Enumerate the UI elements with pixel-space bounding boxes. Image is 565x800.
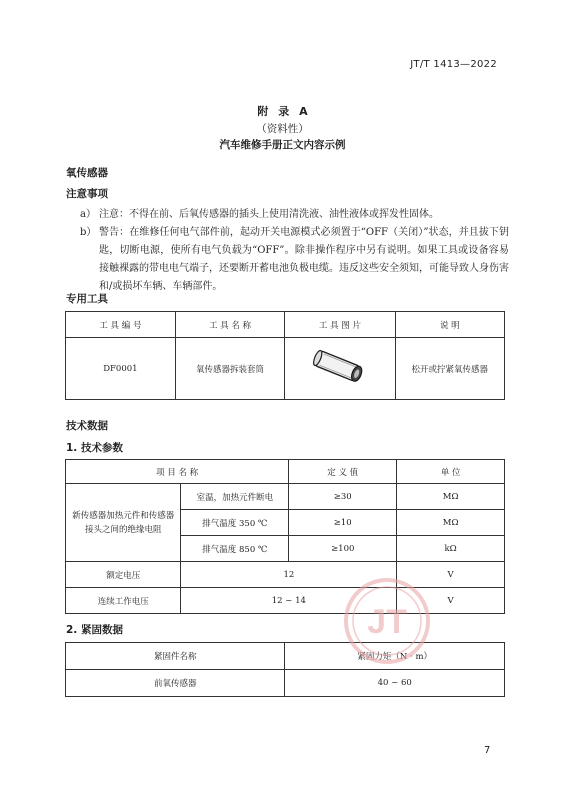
special-tools-heading: 专用工具 [66, 293, 108, 305]
annex-title: 附 录 A [257, 105, 308, 118]
tech-params-heading: 1. 技术参数 [66, 442, 123, 454]
param-unit: V [397, 562, 505, 588]
precaution-text: 注意：不得在前、后氧传感器的插头上使用清洗液、油性液体或挥发性固体。 [99, 209, 439, 220]
socket-wrench-icon [305, 344, 375, 390]
standard-number: JT/T 1413—2022 [410, 59, 497, 70]
table-row [66, 338, 505, 400]
annex-type: （资料性） [256, 123, 309, 135]
param-value: ≥30 [289, 484, 397, 510]
tool-name: 氧传感器拆装套筒 [175, 338, 284, 400]
param-unit: kΩ [397, 536, 505, 562]
table-header-row [66, 643, 505, 670]
watermark-seal [343, 577, 431, 665]
param-unit: MΩ [397, 484, 505, 510]
torque-table [65, 642, 505, 697]
table-row [66, 484, 505, 510]
precaution-label: b） [80, 227, 97, 238]
column-header: 工 具 图 片 [285, 312, 395, 338]
column-header: 工 具 名 称 [175, 312, 284, 338]
param-condition: 排气温度 850 ℃ [181, 536, 289, 562]
precautions-heading: 注意事项 [66, 188, 108, 200]
watermark-text: JT [367, 603, 407, 641]
table-row [66, 670, 505, 697]
fastener-name: 前氧传感器 [66, 670, 285, 697]
special-tools-table [65, 311, 505, 400]
param-value: 12 [181, 562, 397, 588]
fastener-torque: 40 ~ 60 [285, 670, 505, 697]
tech-params-table [65, 459, 505, 614]
table-row [66, 588, 505, 614]
table-row [66, 562, 505, 588]
param-unit: V [397, 588, 505, 614]
column-header: 项 目 名 称 [66, 460, 289, 484]
precaution-label: a） [80, 209, 96, 220]
param-unit: MΩ [397, 510, 505, 536]
param-value: ≥10 [289, 510, 397, 536]
annex-subtitle: 汽车维修手册正文内容示例 [219, 139, 346, 151]
tool-note: 松开或拧紧氧传感器 [395, 338, 504, 400]
param-name: 额定电压 [66, 562, 181, 588]
column-header: 说 明 [395, 312, 504, 338]
param-condition: 排气温度 350 ℃ [181, 510, 289, 536]
column-header: 紧固力矩（N · m） [285, 643, 505, 670]
tool-image-cell [285, 338, 395, 400]
table-header-row [66, 312, 505, 338]
tool-code: DF0001 [66, 338, 176, 400]
column-header: 单 位 [397, 460, 505, 484]
param-condition: 室温，加热元件断电 [181, 484, 289, 510]
page-number: 7 [484, 745, 491, 756]
column-header: 紧固件名称 [66, 643, 285, 670]
table-header-row [66, 460, 505, 484]
group-label: 新传感器加热元件和传感器接头之间的绝缘电阻 [66, 484, 181, 562]
param-value: 12 ~ 14 [181, 588, 397, 614]
tech-data-heading: 技术数据 [66, 420, 108, 432]
torque-heading: 2. 紧固数据 [66, 624, 123, 636]
section-title: 氧传感器 [66, 167, 108, 179]
precaution-text: 警告：在维修任何电气部件前，起动开关电源模式必须置于“OFF（关闭）”状态，并且拔下钥匙，切断电源，使所有电气负载为“OFF”。除非操作程序中另有说明。如果工具或设备容易接触裸露的带电电气端子，还要断开蓄电池负极电缆。违反这些安全须知，可能导致人身伤害和/或损坏车辆、车辆部件。 [99, 227, 509, 292]
column-header: 定 义 值 [289, 460, 397, 484]
param-value: ≥100 [289, 536, 397, 562]
column-header: 工 具 编 号 [66, 312, 176, 338]
param-name: 连续工作电压 [66, 588, 181, 614]
